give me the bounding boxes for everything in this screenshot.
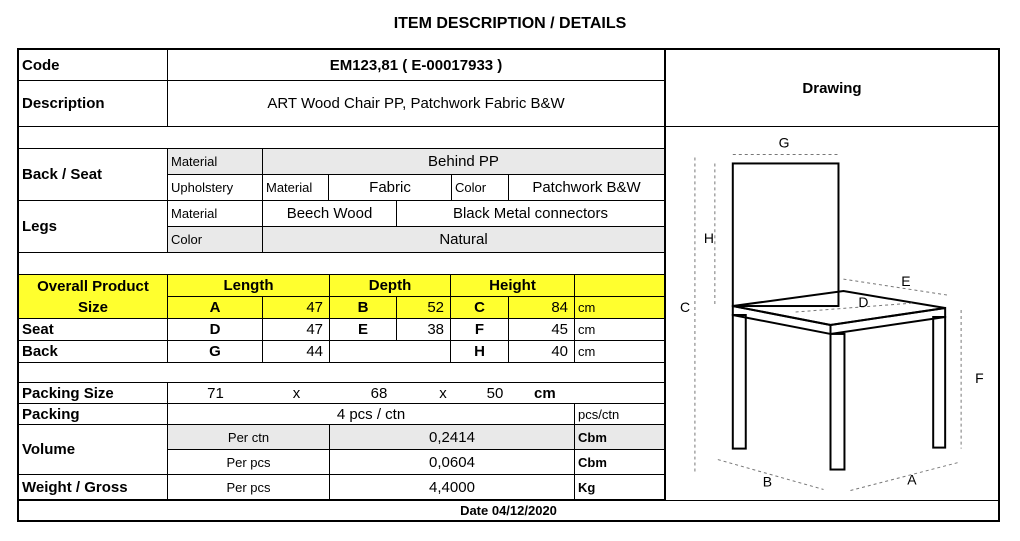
description-value: ART Wood Chair PP, Patchwork Fabric B&W [168,81,665,127]
upholstery-material-label: Material [263,175,329,201]
seat-length-value: 47 [263,319,330,341]
spacer-row [19,127,665,149]
color-value: Patchwork B&W [509,175,665,201]
weight-unit: Kg [575,475,665,500]
dim-label-d: D [858,294,869,311]
height-header: Height [451,275,575,297]
chair-drawing [666,127,998,500]
packing-value: 4 pcs / ctn [168,404,575,425]
chair-leg [933,317,945,448]
spec-sheet [17,48,1000,522]
back-label: Back [19,341,168,363]
volume-per-pcs-value: 0,0604 [330,450,575,475]
legs-material-label: Material [168,201,263,227]
back-height-key: H [451,341,509,363]
upholstery-label: Upholstery [168,175,263,201]
back-length-key: G [168,341,263,363]
volume-per-pcs-label: Per pcs [168,450,330,475]
volume-per-ctn-unit: Cbm [575,425,665,450]
dim-label-h: H [703,230,714,247]
dim-label-c: C [679,299,691,316]
drawing-header-cell [665,50,998,127]
spacer-row [19,253,665,275]
weight-value: 4,4000 [330,475,575,500]
chair-leg [831,334,845,470]
dim-label-b: B [762,473,773,490]
depth-header: Depth [330,275,451,297]
legs-material-value: Beech Wood [263,201,397,227]
overall-height-value: 84 [509,297,575,319]
back-seat-material-value: Behind PP [263,149,665,175]
dim-line-a [850,463,958,491]
back-seat-material-label: Material [168,149,263,175]
overall-height-key: C [451,297,509,319]
legs-color-value: Natural [263,227,665,253]
volume-per-ctn-value: 0,2414 [330,425,575,450]
dim-label-f: F [975,369,984,386]
length-header: Length [168,275,330,297]
packing-unit: pcs/ctn [575,404,665,425]
seat-depth-key: E [330,319,397,341]
spacer-row [19,363,665,383]
back-seat-label: Back / Seat [19,149,168,201]
description-label: Description [19,81,168,127]
volume-label: Volume [19,425,168,475]
drawing-area [665,127,998,500]
seat-height-value: 45 [509,319,575,341]
packing-size-height: 50 [458,383,532,404]
upholstery-material-value: Fabric [329,175,452,201]
overall-length-key: A [168,297,263,319]
weight-per-pcs-label: Per pcs [168,475,330,500]
code-label: Code [19,50,168,81]
overall-depth-value: 52 [397,297,451,319]
packing-size-length: 71 [168,383,263,404]
legs-connectors: Black Metal connectors [397,201,665,227]
dim-label-a: A [907,471,917,488]
back-length-value: 44 [263,341,330,363]
packing-size-width: 68 [330,383,428,404]
back-unit: cm [575,341,665,363]
date: Date 04/12/2020 [19,500,998,520]
packing-size-label: Packing Size [19,383,168,404]
seat-length-key: D [168,319,263,341]
chair-leg [733,315,746,449]
volume-per-pcs-unit: Cbm [575,450,665,475]
seat-depth-value: 38 [397,319,451,341]
chair-seat-side [831,308,946,334]
dim-label-g: G [778,134,790,151]
overall-depth-key: B [330,297,397,319]
seat-unit: cm [575,319,665,341]
weight-label: Weight / Gross [19,475,168,500]
packing-label: Packing [19,404,168,425]
code-value: EM123,81 ( E-00017933 ) [168,50,665,81]
overall-size-label-2: Size [19,297,168,319]
legs-color-label: Color [168,227,263,253]
color-label: Color [452,175,509,201]
seat-height-key: F [451,319,509,341]
packing-size-x2: x [428,383,458,404]
seat-label: Seat [19,319,168,341]
packing-size-x1: x [263,383,330,404]
dim-label-e: E [901,273,911,290]
page-title: ITEM DESCRIPTION / DETAILS [393,15,627,32]
legs-label: Legs [19,201,168,253]
volume-per-ctn-label: Per ctn [168,425,330,450]
drawing-label: Drawing [802,79,862,97]
packing-size-unit: cm [532,383,665,404]
overall-unit: cm [575,297,665,319]
overall-size-label-1: Overall Product [19,275,168,297]
overall-length-value: 47 [263,297,330,319]
back-height-value: 40 [509,341,575,363]
unit-header [575,275,665,297]
dim-line-d [796,303,914,312]
back-depth-empty [330,341,451,363]
chair-backrest [733,163,839,306]
